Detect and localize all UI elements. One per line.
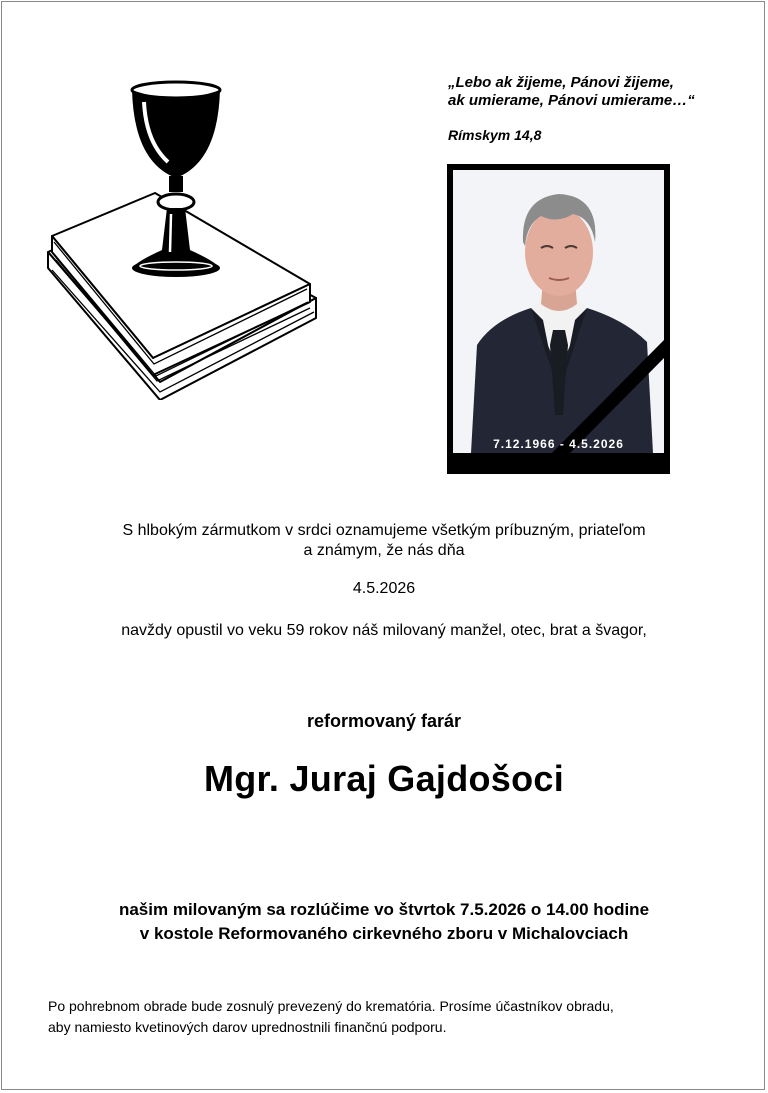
quote-reference: Rímskym 14,8 [448,127,542,143]
farewell-info [0,898,768,946]
farewell-line-2: v kostole Reformovaného cirkevného zboru v Michalovciach [139,924,629,943]
farewell-line-1: našim milovaným sa rozlúčime vo štvrtok 7.5.2026 o 14.00 hodine [118,900,650,919]
final-note [48,996,738,1038]
bible-quote [448,74,748,110]
portrait-photo [453,170,664,453]
quote-line-2: ak umierame, Pánovi umierame…“ [448,92,695,109]
passed-away-line: navždy opustil vo veku 59 rokov náš milovaný manžel, otec, brat a švagor, [121,622,647,639]
deceased-name: Mgr. Juraj Gajdošoci [203,758,565,799]
note-line-1: Po pohrebnom obrade bude zosnulý prevezený do krematória. Prosíme účastníkov obradu, [48,998,614,1014]
life-dates: 7.12.1966 - 4.5.2026 [493,437,624,451]
portrait-illustration [453,170,664,453]
announcement-line-1: S hlbokým zármutkom v srdci oznamujeme všetkým príbuzným, priateľom [122,522,646,539]
deceased-title: reformovaný farár [306,711,462,731]
quote-line-1: „Lebo ak žijeme, Pánovi žijeme, [448,74,674,91]
portrait-frame [447,164,670,474]
announcement-intro [0,521,768,561]
announcement-line-2: a známym, že nás dňa [303,542,465,559]
note-line-2: aby namiesto kvetinových darov uprednostnili finančnú podporu. [48,1019,447,1035]
chalice-on-bible-icon [40,70,330,400]
death-date: 4.5.2026 [352,580,416,597]
